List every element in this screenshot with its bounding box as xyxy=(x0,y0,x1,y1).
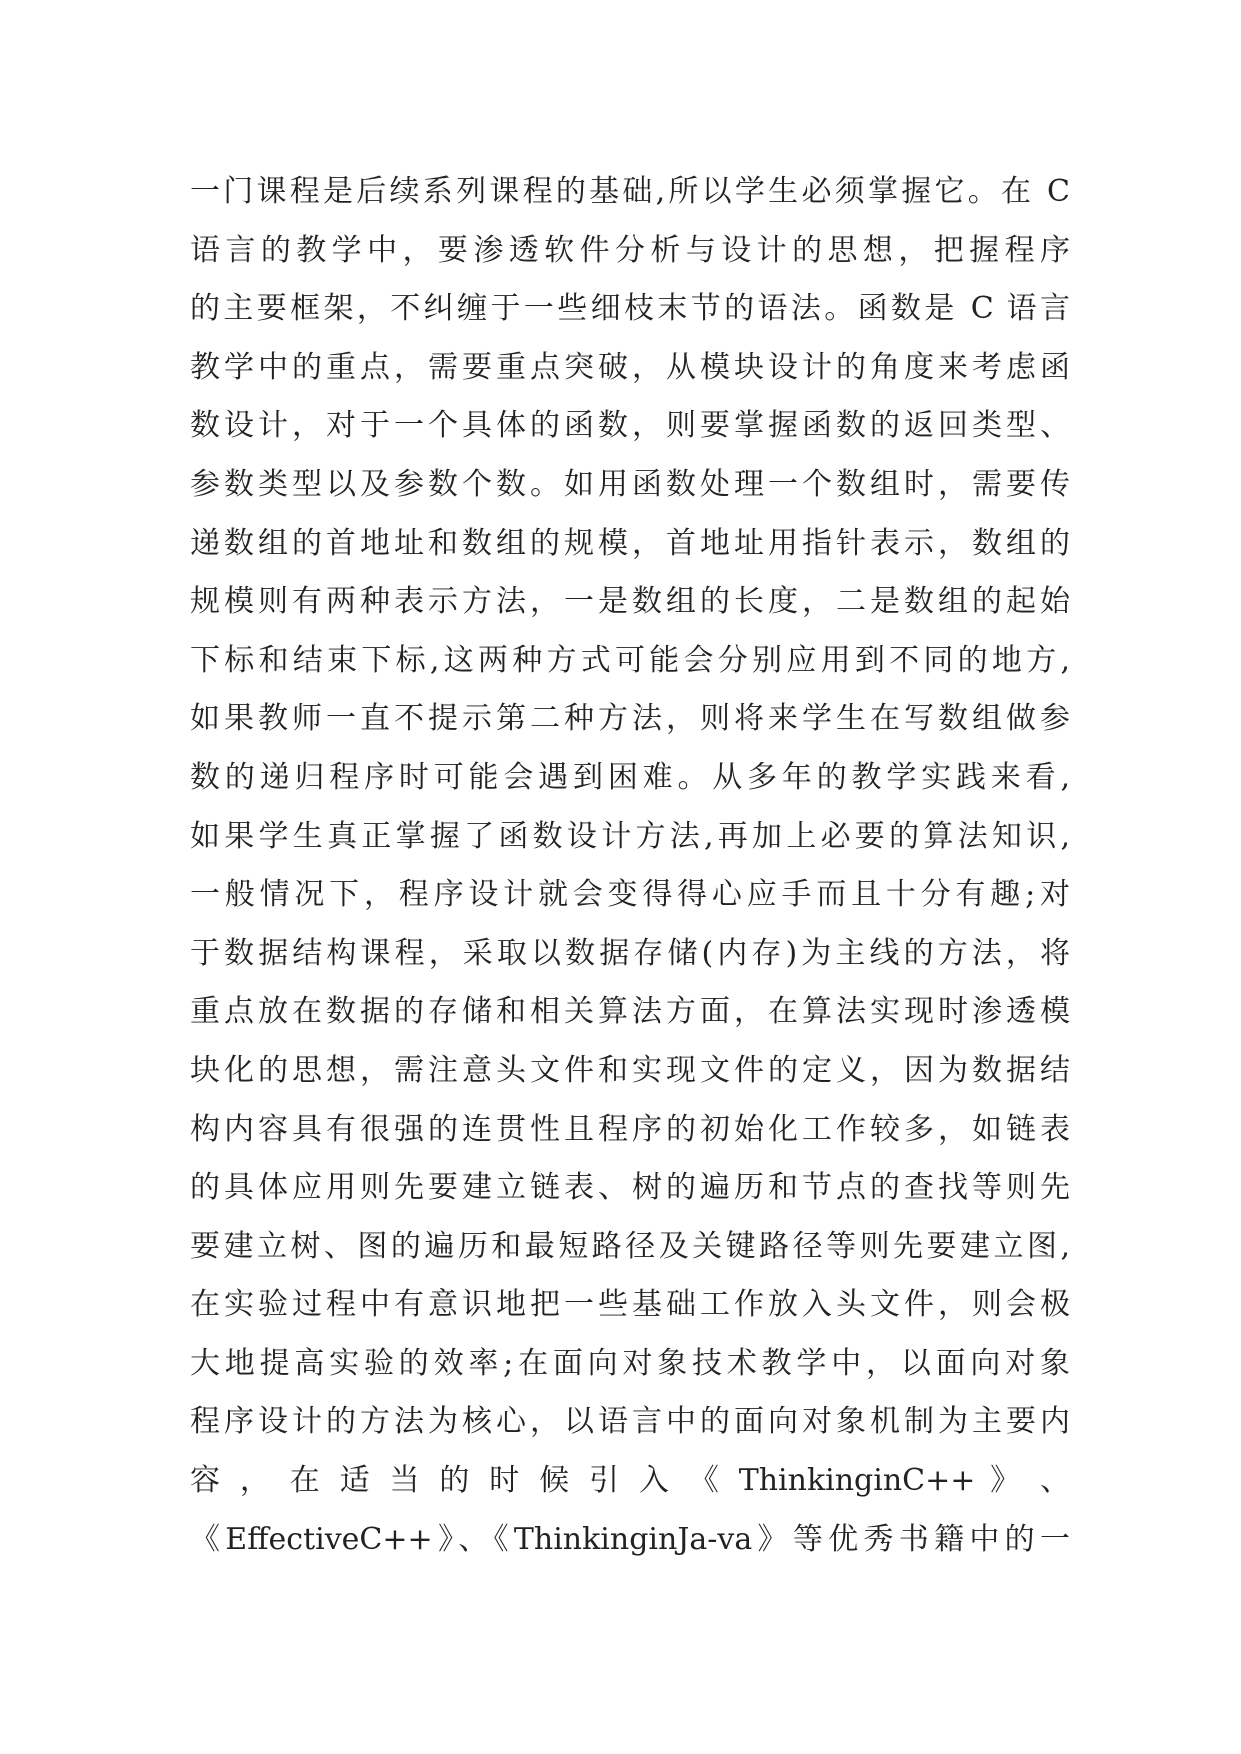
text-line: 程序设计的方法为核心，以语言中的面向对象机制为主要内 xyxy=(190,1404,1070,1440)
text-line: 块化的思想，需注意头文件和实现文件的定义，因为数据结 xyxy=(190,1052,1070,1088)
text-line: 数的递归程序时可能会遇到困难。从多年的教学实践来看, xyxy=(190,759,1070,795)
text-line: 下标和结束下标,这两种方式可能会分别应用到不同的地方, xyxy=(190,642,1070,678)
text-line: 在实验过程中有意识地把一些基础工作放入头文件，则会极 xyxy=(190,1287,1070,1323)
text-line: 如果教师一直不提示第二种方法，则将来学生在写数组做参 xyxy=(190,701,1070,737)
text-line: 语言的教学中，要渗透软件分析与设计的思想，把握程序 xyxy=(190,232,1070,268)
text-line: 的具体应用则先要建立链表、树的遍历和节点的查找等则先 xyxy=(190,1170,1070,1206)
text-line: 教学中的重点，需要重点突破，从模块设计的角度来考虑函 xyxy=(190,349,1070,385)
text-line: 递数组的首地址和数组的规模，首地址用指针表示，数组的 xyxy=(190,525,1070,561)
text-line: 要建立树、图的遍历和最短路径及关键路径等则先要建立图, xyxy=(190,1228,1070,1264)
text-line: 如果学生真正掌握了函数设计方法,再加上必要的算法知识, xyxy=(190,818,1070,854)
text-line: 大地提高实验的效率;在面向对象技术教学中，以面向对象 xyxy=(190,1345,1070,1381)
text-line: 构内容具有很强的连贯性且程序的初始化工作较多，如链表 xyxy=(190,1111,1070,1147)
text-line: 数设计，对于一个具体的函数，则要掌握函数的返回类型、 xyxy=(190,408,1070,444)
body-paragraph xyxy=(190,163,1070,1569)
text-line: 重点放在数据的存储和相关算法方面，在算法实现时渗透模 xyxy=(190,994,1070,1030)
text-line: 参数类型以及参数个数。如用函数处理一个数组时，需要传 xyxy=(190,466,1070,502)
text-line: 一门课程是后续系列课程的基础,所以学生必须掌握它。在 C xyxy=(190,174,1070,209)
text-line: 容 ， 在 适 当 的 时 候 引 入 《 ThinkinginC++ 》 、 xyxy=(190,1463,1070,1499)
text-line: 规模则有两种表示方法，一是数组的长度，二是数组的起始 xyxy=(190,584,1070,620)
text-line: 《EffectiveC++》、《ThinkinginJa-va》等优秀书籍中的一 xyxy=(190,1521,1070,1557)
text-line: 一般情况下，程序设计就会变得得心应手而且十分有趣;对 xyxy=(190,877,1070,913)
text-line: 的主要框架，不纠缠于一些细枝末节的语法。函数是 C 语言 xyxy=(190,291,1070,327)
text-line: 于数据结构课程，采取以数据存储(内存)为主线的方法，将 xyxy=(190,935,1070,971)
